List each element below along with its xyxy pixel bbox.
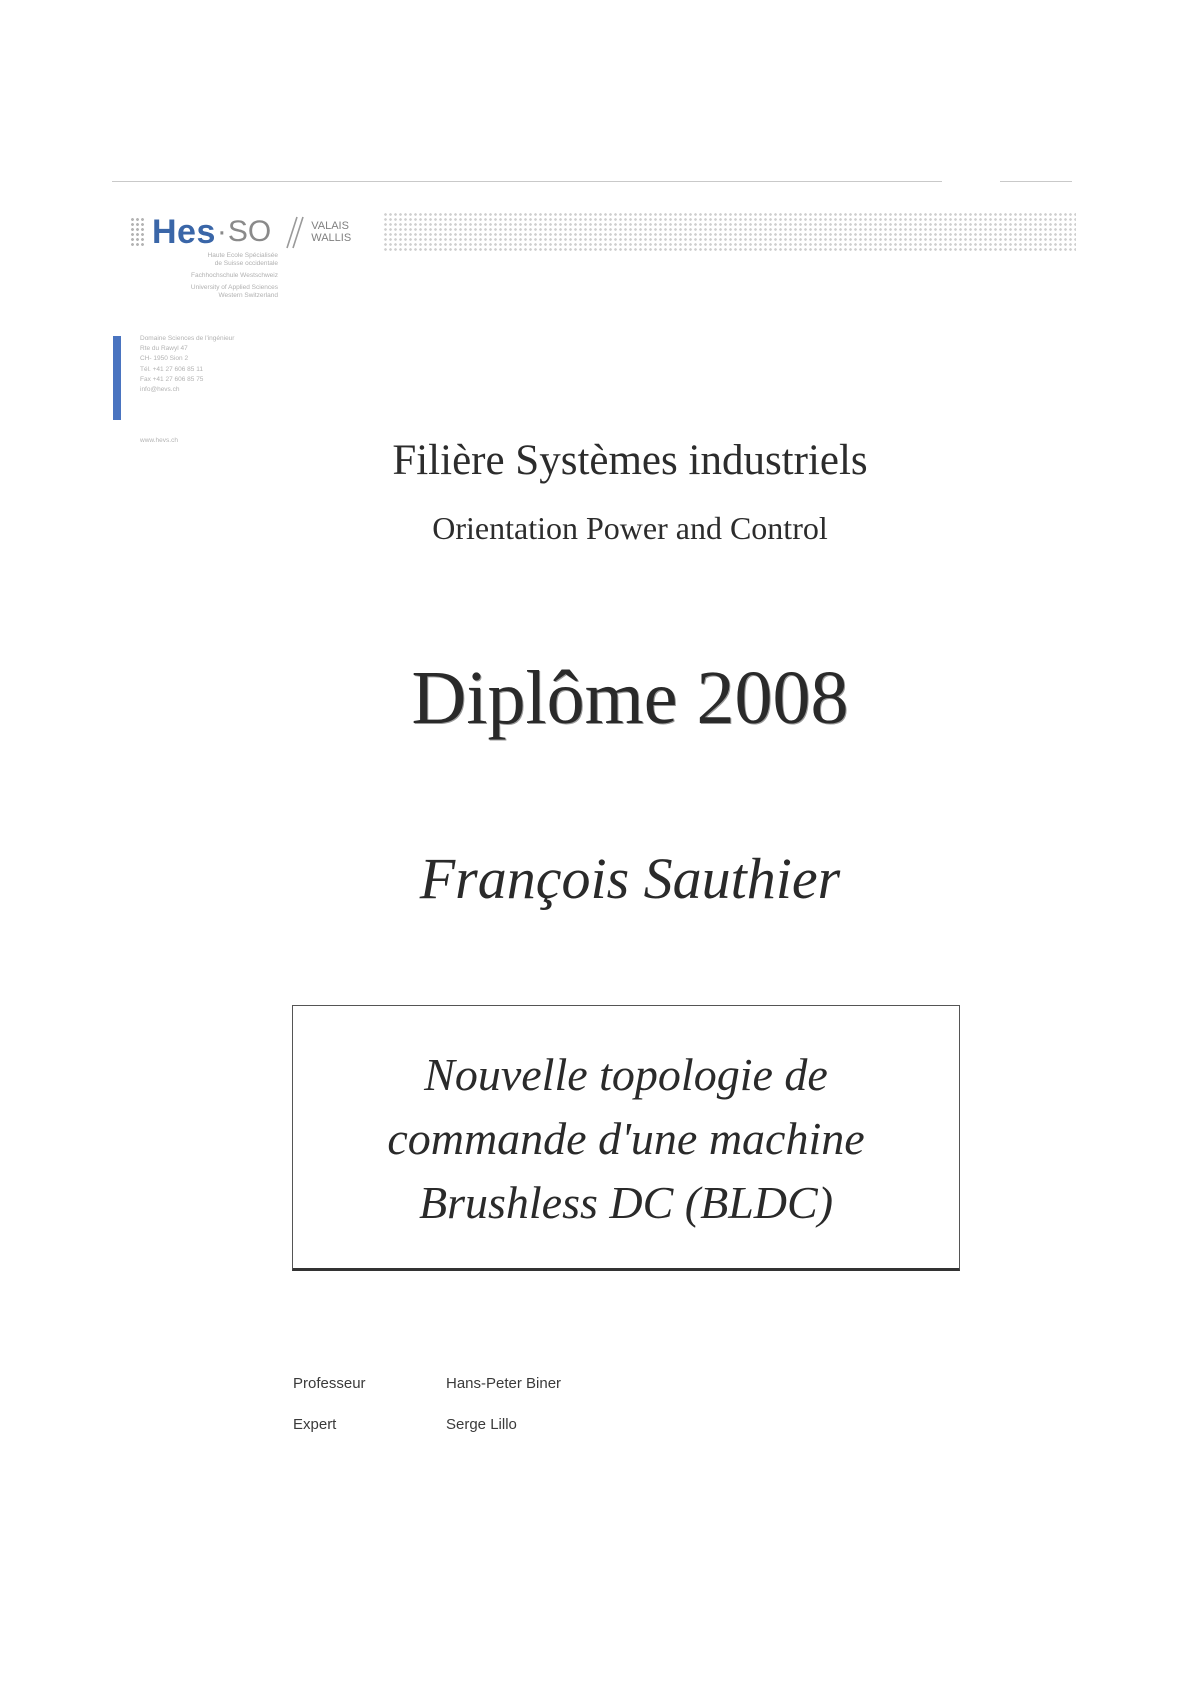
logo-region-bottom: WALLIS	[311, 232, 352, 244]
address-line: Tél. +41 27 606 85 11	[140, 365, 203, 373]
address-line: CH- 1950 Sion 2	[140, 355, 189, 363]
author-name: François Sauthier	[419, 846, 841, 911]
orientation-subtitle: Orientation Power and Control	[432, 510, 828, 546]
logo-slashes-icon	[273, 214, 307, 250]
institution-line: de Suisse occidentale	[214, 260, 278, 267]
address-line: Rte du Rawyl 47	[140, 345, 188, 353]
address-block	[140, 334, 234, 395]
professeur-name: Hans-Peter Biner	[446, 1375, 562, 1392]
website: www.hevs.ch	[140, 437, 178, 444]
address-line: Fax +41 27 606 85 75	[140, 375, 204, 383]
address-line: info@hevs.ch	[140, 386, 180, 394]
logo-region-top: VALAIS	[311, 220, 349, 232]
logo-dots-icon	[130, 217, 144, 247]
institution-line: Fachhochschule Westschweiz	[191, 272, 278, 279]
filiere-title: Filière Systèmes industriels	[392, 437, 868, 484]
top-rule	[112, 181, 942, 182]
expert-label: Expert	[293, 1416, 337, 1433]
thesis-title-box	[292, 1005, 960, 1271]
institution-line: Western Switzerland	[218, 292, 278, 299]
thesis-title-line: Brushless DC (BLDC)	[418, 1177, 834, 1228]
logo-separator: ·	[216, 215, 227, 248]
institution-names	[128, 252, 278, 304]
expert-name: Serge Lillo	[446, 1416, 517, 1433]
professeur-label: Professeur	[293, 1375, 366, 1392]
top-rule-right	[1000, 181, 1072, 182]
logo-hes-text: Hes	[152, 212, 216, 251]
address-line: Domaine Sciences de l'ingénieur	[140, 335, 235, 342]
diplome-heading: Diplôme 2008	[411, 656, 849, 740]
thesis-title-line: Nouvelle topologie de	[424, 1049, 828, 1100]
institution-line: Haute Ecole Spécialisée	[207, 252, 278, 259]
thesis-title-line: commande d'une machine	[387, 1113, 865, 1164]
institution-line: University of Applied Sciences	[190, 284, 278, 291]
hes-so-logo	[130, 212, 351, 252]
logo-region	[311, 220, 351, 244]
header-dot-band	[383, 212, 1076, 252]
logo-so-text: SO	[227, 215, 272, 248]
accent-bar	[113, 336, 121, 420]
